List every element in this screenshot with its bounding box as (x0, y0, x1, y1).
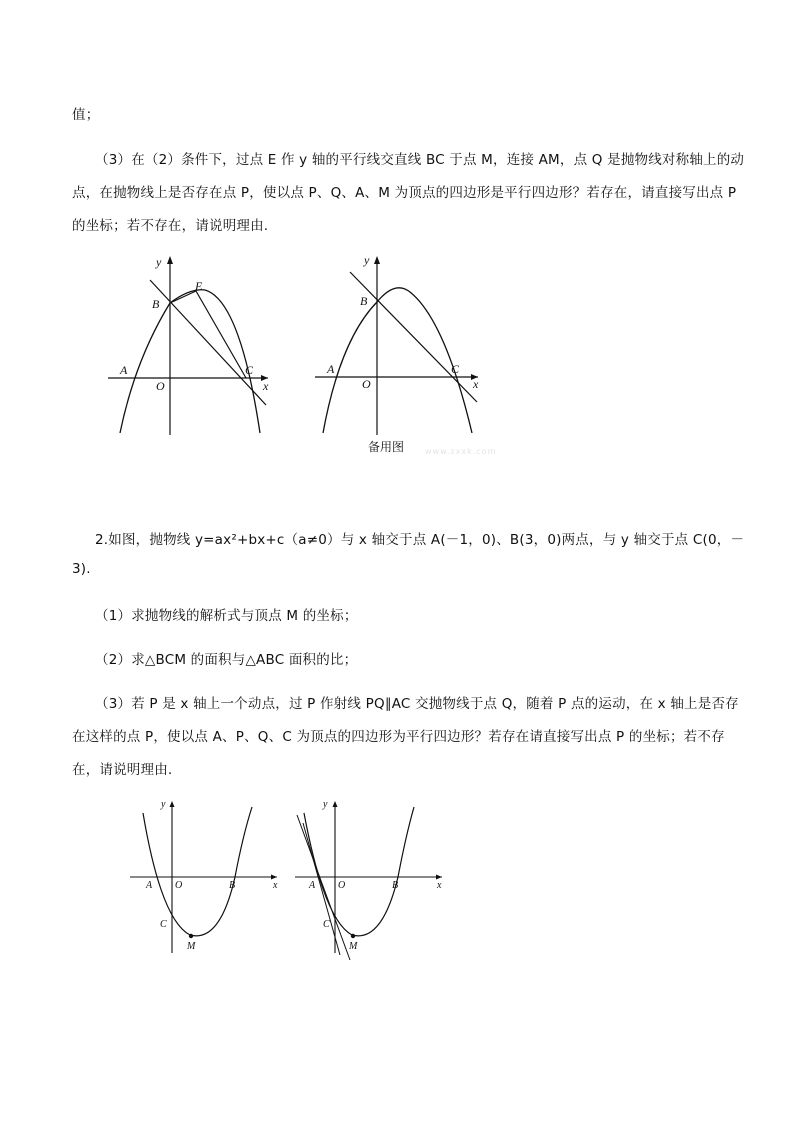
segment-be (170, 291, 196, 303)
label-y: y (364, 253, 370, 267)
q2-part3-line3: 在，请说明理由. (72, 762, 173, 778)
q1-figure-1 (100, 250, 280, 440)
label-m: M (349, 941, 358, 952)
q2-part3-line1: （3）若 P 是 x 轴上一个动点，过 P 作射线 PQ∥AC 交抛物线于点 Q，随着 P 点的运动，在 x 轴上是否存 (95, 696, 739, 712)
label-c: C (245, 363, 254, 377)
vertex-m (189, 934, 193, 938)
label-o: O (362, 377, 371, 391)
x-axis-arrow (436, 875, 442, 880)
q1-part3-line1: （3）在（2）条件下，过点 E 作 y 轴的平行线交直线 BC 于点 M，连接 AM，点 Q 是抛物线对称轴上的动 (95, 152, 745, 168)
q2-part2: （2）求△BCM 的面积与△ABC 面积的比； (95, 652, 358, 668)
q1-part3-line3: 的坐标；若不存在，请说明理由. (72, 218, 269, 234)
q2-figure-1 (125, 795, 285, 955)
parabola (304, 807, 414, 936)
q2-stem-line2: 3). (72, 561, 91, 577)
label-b: B (392, 880, 399, 891)
x-axis-arrow (271, 875, 277, 880)
q2-figure-2 (290, 795, 450, 965)
label-c: C (323, 919, 330, 930)
label-x: x (273, 880, 278, 891)
parabola (323, 288, 472, 433)
label-b: B (360, 294, 368, 308)
vertex-m (351, 934, 355, 938)
label-a: A (327, 362, 335, 376)
figure-caption: 备用图 (368, 440, 405, 454)
label-m: M (187, 941, 196, 952)
segment-ec (196, 291, 246, 378)
q2-part3-line2: 在这样的点 P，使以点 A、P、Q、C 为顶点的四边形为平行四边形？若存在请直接写出点 P 的坐标；若不存 (72, 729, 725, 745)
label-a: A (146, 880, 153, 891)
label-b: B (229, 880, 236, 891)
y-axis-arrow (333, 801, 338, 807)
q2-part1: （1）求抛物线的解析式与顶点 M 的坐标； (95, 608, 358, 624)
q1-part3-line2: 点，在抛物线上是否存在点 P，使以点 P、Q、A、M 为顶点的四边形是平行四边形？若存在，请直接写出点 P (72, 185, 737, 201)
y-axis-arrow (167, 256, 173, 264)
label-y: y (156, 255, 162, 269)
label-c: C (160, 919, 167, 930)
label-b: B (152, 297, 160, 311)
label-o: O (156, 379, 165, 393)
q1-figure-2 (310, 250, 490, 440)
parabola (143, 807, 252, 936)
parabola (120, 290, 260, 433)
label-e: E (195, 279, 203, 293)
label-a: A (309, 880, 316, 891)
label-y: y (323, 799, 328, 810)
watermark: www.zxxk.com (425, 447, 497, 456)
line-bc (150, 280, 266, 405)
y-axis-arrow (374, 256, 380, 264)
label-c: C (451, 362, 460, 376)
q1-line-tail: 值； (72, 107, 100, 123)
label-x: x (473, 377, 479, 391)
label-x: x (263, 379, 269, 393)
q2-stem-line1: 2.如图，抛物线 y=ax²+bx+c（a≠0）与 x 轴交于点 A(－1，0)、B(3，0)两点，与 y 轴交于点 C(0，－ (95, 532, 745, 548)
y-axis-arrow (170, 801, 175, 807)
label-o: O (175, 880, 183, 891)
label-o: O (338, 880, 346, 891)
label-a: A (120, 363, 128, 377)
label-x: x (437, 880, 442, 891)
label-y: y (161, 799, 166, 810)
